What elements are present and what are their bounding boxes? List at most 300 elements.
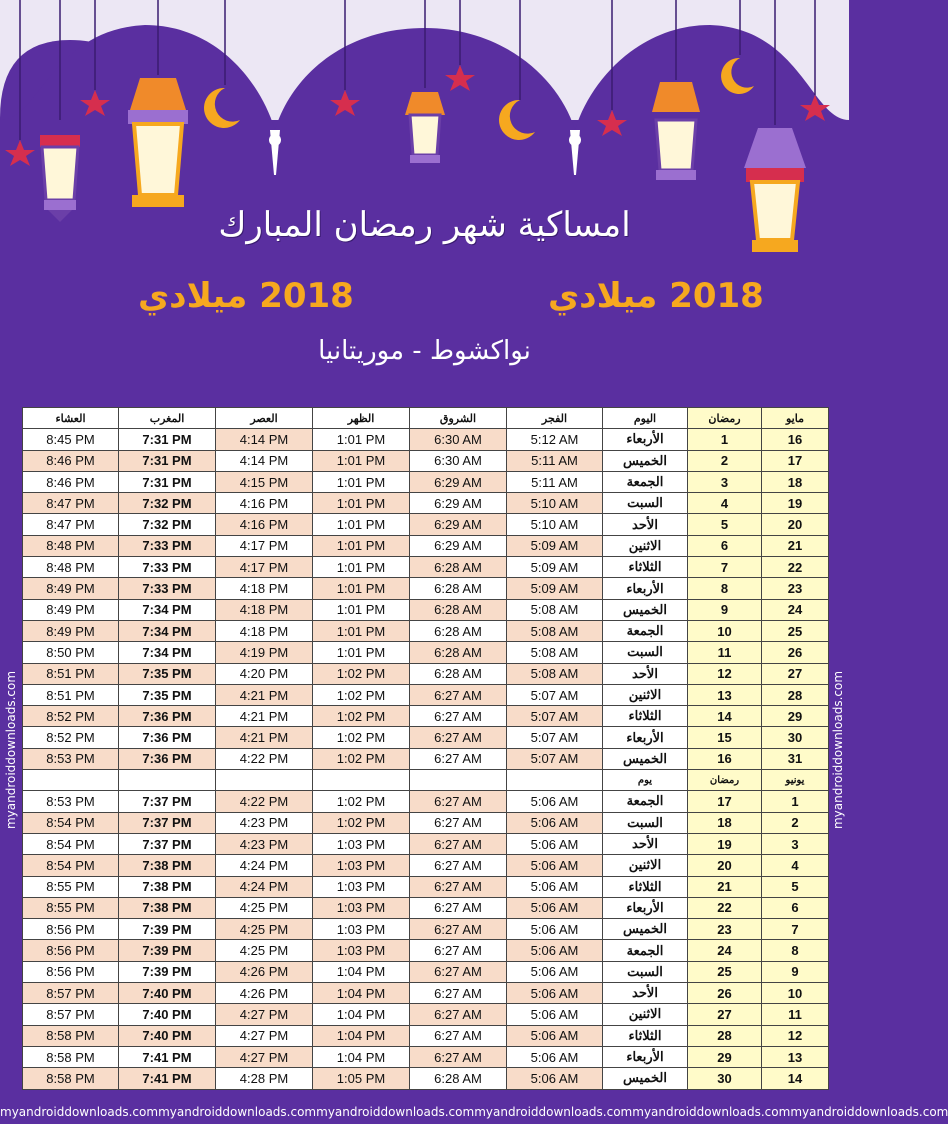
ramadan-day-cell: 28 [688, 1025, 762, 1046]
day-cell: الخميس [603, 450, 688, 471]
ramadan-day-cell: 14 [688, 706, 762, 727]
isha-cell: 8:54 PM [23, 812, 119, 833]
star-icon [80, 90, 110, 116]
dhuhr-cell: 1:03 PM [313, 833, 410, 854]
shuruq-cell: 6:27 AM [410, 1025, 507, 1046]
maghrib-cell: 7:38 PM [119, 897, 216, 918]
day-cell: الخميس [603, 1068, 688, 1089]
ramadan-day-cell: 20 [688, 855, 762, 876]
gregorian-day-cell: 20 [762, 514, 829, 535]
isha-cell: 8:58 PM [23, 1068, 119, 1089]
isha-cell: 8:55 PM [23, 876, 119, 897]
isha-cell: 8:49 PM [23, 578, 119, 599]
maghrib-cell: 7:36 PM [119, 706, 216, 727]
col-header-shuruq: الشروق [410, 408, 507, 429]
day-cell: الأربعاء [603, 727, 688, 748]
shuruq-cell: 6:28 AM [410, 663, 507, 684]
crescent-moon-icon [204, 88, 240, 128]
day-cell: الثلاثاء [603, 706, 688, 727]
table-row [23, 1025, 829, 1046]
maghrib-cell: 7:36 PM [119, 748, 216, 769]
asr-cell: 4:21 PM [216, 684, 313, 705]
fajr-cell: 5:09 AM [507, 557, 603, 578]
col-header-asr: العصر [216, 408, 313, 429]
shuruq-cell: 6:29 AM [410, 535, 507, 556]
maghrib-cell: 7:37 PM [119, 812, 216, 833]
maghrib-cell: 7:35 PM [119, 684, 216, 705]
table-header-row [23, 408, 829, 429]
fajr-cell: 5:06 AM [507, 876, 603, 897]
shuruq-cell: 6:29 AM [410, 493, 507, 514]
asr-cell: 4:15 PM [216, 471, 313, 492]
fajr-cell: 5:08 AM [507, 642, 603, 663]
maghrib-cell: 7:40 PM [119, 983, 216, 1004]
ramadan-day-cell: 17 [688, 791, 762, 812]
maghrib-cell: 7:34 PM [119, 642, 216, 663]
col-header-isha: العشاء [23, 408, 119, 429]
table-row [23, 961, 829, 982]
dhuhr-cell: 1:02 PM [313, 812, 410, 833]
gregorian-day-cell: 16 [762, 429, 829, 450]
fajr-cell: 5:06 AM [507, 1025, 603, 1046]
day-cell: الأحد [603, 514, 688, 535]
maghrib-cell: 7:34 PM [119, 599, 216, 620]
maghrib-cell: 7:31 PM [119, 471, 216, 492]
ramadan-day-cell: 23 [688, 919, 762, 940]
fajr-cell: 5:11 AM [507, 450, 603, 471]
day-cell: السبت [603, 642, 688, 663]
isha-cell: 8:56 PM [23, 919, 119, 940]
gregorian-day-cell: 22 [762, 557, 829, 578]
dhuhr-cell: 1:02 PM [313, 706, 410, 727]
lantern-icon [405, 92, 445, 163]
table-row [23, 791, 829, 812]
table-row [23, 471, 829, 492]
ramadan-day-cell: 29 [688, 1046, 762, 1067]
fajr-cell: 5:07 AM [507, 706, 603, 727]
prayer-times-table [22, 407, 829, 1090]
col-header-fajr: الفجر [507, 408, 603, 429]
dhuhr-cell: 1:01 PM [313, 450, 410, 471]
shuruq-cell: 6:29 AM [410, 471, 507, 492]
asr-cell: 4:27 PM [216, 1025, 313, 1046]
maghrib-cell: 7:35 PM [119, 663, 216, 684]
asr-cell: 4:14 PM [216, 429, 313, 450]
asr-cell: 4:21 PM [216, 706, 313, 727]
dhuhr-cell: 1:01 PM [313, 599, 410, 620]
maghrib-cell: 7:41 PM [119, 1046, 216, 1067]
isha-cell: 8:56 PM [23, 940, 119, 961]
day-cell: الأربعاء [603, 578, 688, 599]
day-cell: الخميس [603, 919, 688, 940]
fajr-cell: 5:12 AM [507, 429, 603, 450]
fajr-cell: 5:06 AM [507, 791, 603, 812]
shuruq-cell: 6:30 AM [410, 429, 507, 450]
shuruq-cell: 6:27 AM [410, 855, 507, 876]
ramadan-day-cell: 9 [688, 599, 762, 620]
gregorian-day-cell: 30 [762, 727, 829, 748]
table-row [23, 514, 829, 535]
asr-cell: 4:25 PM [216, 897, 313, 918]
maghrib-cell: 7:31 PM [119, 450, 216, 471]
gregorian-day-cell: 2 [762, 812, 829, 833]
day-cell: الثلاثاء [603, 876, 688, 897]
gregorian-day-cell: 9 [762, 961, 829, 982]
subheader-ramadan: رمضان [688, 770, 762, 791]
ramadan-day-cell: 11 [688, 642, 762, 663]
isha-cell: 8:54 PM [23, 855, 119, 876]
table-row [23, 684, 829, 705]
isha-cell: 8:47 PM [23, 514, 119, 535]
fajr-cell: 5:06 AM [507, 812, 603, 833]
table-row [23, 748, 829, 769]
asr-cell: 4:18 PM [216, 599, 313, 620]
crescent-moon-icon [499, 100, 535, 140]
dhuhr-cell: 1:04 PM [313, 1025, 410, 1046]
gregorian-day-cell: 7 [762, 919, 829, 940]
table-row [23, 855, 829, 876]
dhuhr-cell: 1:04 PM [313, 961, 410, 982]
ramadan-day-cell: 2 [688, 450, 762, 471]
isha-cell: 8:54 PM [23, 833, 119, 854]
col-header-month: مايو [762, 408, 829, 429]
dhuhr-cell: 1:02 PM [313, 748, 410, 769]
asr-cell: 4:17 PM [216, 557, 313, 578]
day-cell: الجمعة [603, 471, 688, 492]
ramadan-day-cell: 3 [688, 471, 762, 492]
fajr-cell: 5:06 AM [507, 897, 603, 918]
fajr-cell: 5:09 AM [507, 535, 603, 556]
empty-cell [23, 770, 119, 791]
gregorian-day-cell: 21 [762, 535, 829, 556]
maghrib-cell: 7:39 PM [119, 940, 216, 961]
gregorian-day-cell: 4 [762, 855, 829, 876]
shuruq-cell: 6:27 AM [410, 919, 507, 940]
dhuhr-cell: 1:01 PM [313, 578, 410, 599]
maghrib-cell: 7:40 PM [119, 1025, 216, 1046]
lantern-icon [128, 78, 188, 207]
isha-cell: 8:47 PM [23, 493, 119, 514]
table-row [23, 1004, 829, 1025]
empty-cell [507, 770, 603, 791]
shuruq-cell: 6:27 AM [410, 983, 507, 1004]
gregorian-day-cell: 26 [762, 642, 829, 663]
dhuhr-cell: 1:01 PM [313, 471, 410, 492]
city-label: نواكشوط - موريتانيا [318, 336, 531, 366]
day-cell: الخميس [603, 748, 688, 769]
gregorian-day-cell: 29 [762, 706, 829, 727]
gregorian-day-cell: 27 [762, 663, 829, 684]
asr-cell: 4:17 PM [216, 535, 313, 556]
maghrib-cell: 7:36 PM [119, 727, 216, 748]
shuruq-cell: 6:30 AM [410, 450, 507, 471]
isha-cell: 8:48 PM [23, 557, 119, 578]
asr-cell: 4:26 PM [216, 961, 313, 982]
empty-cell [410, 770, 507, 791]
ramadan-day-cell: 25 [688, 961, 762, 982]
ramadan-day-cell: 7 [688, 557, 762, 578]
asr-cell: 4:26 PM [216, 983, 313, 1004]
asr-cell: 4:27 PM [216, 1004, 313, 1025]
table-row [23, 876, 829, 897]
table-row [23, 620, 829, 641]
gregorian-day-cell: 28 [762, 684, 829, 705]
fajr-cell: 5:07 AM [507, 727, 603, 748]
fajr-cell: 5:09 AM [507, 578, 603, 599]
maghrib-cell: 7:33 PM [119, 535, 216, 556]
dhuhr-cell: 1:01 PM [313, 620, 410, 641]
ramadan-day-cell: 10 [688, 620, 762, 641]
gregorian-day-cell: 10 [762, 983, 829, 1004]
isha-cell: 8:58 PM [23, 1025, 119, 1046]
dhuhr-cell: 1:05 PM [313, 1068, 410, 1089]
maghrib-cell: 7:41 PM [119, 1068, 216, 1089]
shuruq-cell: 6:27 AM [410, 897, 507, 918]
star-icon [330, 90, 360, 116]
shuruq-cell: 6:28 AM [410, 599, 507, 620]
gregorian-day-cell: 5 [762, 876, 829, 897]
dhuhr-cell: 1:02 PM [313, 727, 410, 748]
crescent-moon-icon [721, 58, 754, 94]
isha-cell: 8:58 PM [23, 1046, 119, 1067]
asr-cell: 4:27 PM [216, 1046, 313, 1067]
shuruq-cell: 6:27 AM [410, 791, 507, 812]
shuruq-cell: 6:27 AM [410, 833, 507, 854]
dhuhr-cell: 1:02 PM [313, 791, 410, 812]
gregorian-day-cell: 6 [762, 897, 829, 918]
watermark-vertical: myandroiddownloads.com [4, 670, 18, 830]
maghrib-cell: 7:38 PM [119, 876, 216, 897]
star-icon [5, 140, 35, 166]
maghrib-cell: 7:39 PM [119, 919, 216, 940]
day-cell: الاثنين [603, 855, 688, 876]
day-cell: الخميس [603, 599, 688, 620]
dhuhr-cell: 1:01 PM [313, 429, 410, 450]
day-cell: الأحد [603, 663, 688, 684]
fajr-cell: 5:06 AM [507, 833, 603, 854]
asr-cell: 4:23 PM [216, 812, 313, 833]
col-header-dhuhr: الظهر [313, 408, 410, 429]
fajr-cell: 5:06 AM [507, 940, 603, 961]
maghrib-cell: 7:34 PM [119, 620, 216, 641]
table-row [23, 578, 829, 599]
table-row [23, 833, 829, 854]
isha-cell: 8:52 PM [23, 727, 119, 748]
maghrib-cell: 7:33 PM [119, 557, 216, 578]
day-cell: السبت [603, 961, 688, 982]
asr-cell: 4:22 PM [216, 791, 313, 812]
ramadan-day-cell: 13 [688, 684, 762, 705]
isha-cell: 8:53 PM [23, 748, 119, 769]
asr-cell: 4:22 PM [216, 748, 313, 769]
fajr-cell: 5:06 AM [507, 855, 603, 876]
table-row [23, 663, 829, 684]
col-header-day: اليوم [603, 408, 688, 429]
gregorian-day-cell: 13 [762, 1046, 829, 1067]
table-row [23, 897, 829, 918]
asr-cell: 4:23 PM [216, 833, 313, 854]
ramadan-day-cell: 6 [688, 535, 762, 556]
month-subheader-row [23, 770, 829, 791]
dhuhr-cell: 1:04 PM [313, 983, 410, 1004]
shuruq-cell: 6:29 AM [410, 514, 507, 535]
col-header-maghrib: المغرب [119, 408, 216, 429]
dhuhr-cell: 1:02 PM [313, 663, 410, 684]
day-cell: الاثنين [603, 1004, 688, 1025]
dhuhr-cell: 1:02 PM [313, 684, 410, 705]
table-row [23, 493, 829, 514]
year-label: 2018 ميلادي [548, 276, 764, 316]
table-row [23, 1068, 829, 1089]
asr-cell: 4:25 PM [216, 919, 313, 940]
gregorian-day-cell: 1 [762, 791, 829, 812]
shuruq-cell: 6:27 AM [410, 727, 507, 748]
dhuhr-cell: 1:03 PM [313, 940, 410, 961]
fajr-cell: 5:06 AM [507, 1046, 603, 1067]
gregorian-day-cell: 18 [762, 471, 829, 492]
isha-cell: 8:51 PM [23, 684, 119, 705]
gregorian-day-cell: 8 [762, 940, 829, 961]
fajr-cell: 5:06 AM [507, 1068, 603, 1089]
ramadan-day-cell: 5 [688, 514, 762, 535]
ramadan-day-cell: 8 [688, 578, 762, 599]
shuruq-cell: 6:27 AM [410, 1004, 507, 1025]
gregorian-day-cell: 25 [762, 620, 829, 641]
empty-cell [216, 770, 313, 791]
gregorian-day-cell: 19 [762, 493, 829, 514]
fajr-cell: 5:11 AM [507, 471, 603, 492]
ramadan-day-cell: 1 [688, 429, 762, 450]
asr-cell: 4:18 PM [216, 620, 313, 641]
star-icon [800, 95, 830, 121]
table-row [23, 535, 829, 556]
ramadan-day-cell: 4 [688, 493, 762, 514]
dhuhr-cell: 1:01 PM [313, 493, 410, 514]
empty-cell [313, 770, 410, 791]
isha-cell: 8:57 PM [23, 983, 119, 1004]
maghrib-cell: 7:40 PM [119, 1004, 216, 1025]
ramadan-day-cell: 26 [688, 983, 762, 1004]
isha-cell: 8:46 PM [23, 471, 119, 492]
table-row [23, 727, 829, 748]
table-row [23, 557, 829, 578]
day-cell: الاثنين [603, 535, 688, 556]
shuruq-cell: 6:28 AM [410, 1068, 507, 1089]
maghrib-cell: 7:39 PM [119, 961, 216, 982]
isha-cell: 8:51 PM [23, 663, 119, 684]
isha-cell: 8:57 PM [23, 1004, 119, 1025]
asr-cell: 4:14 PM [216, 450, 313, 471]
maghrib-cell: 7:31 PM [119, 429, 216, 450]
fajr-cell: 5:06 AM [507, 983, 603, 1004]
ramadan-day-cell: 22 [688, 897, 762, 918]
star-icon [597, 110, 627, 136]
table-row [23, 599, 829, 620]
dhuhr-cell: 1:03 PM [313, 855, 410, 876]
table-row [23, 450, 829, 471]
isha-cell: 8:53 PM [23, 791, 119, 812]
asr-cell: 4:18 PM [216, 578, 313, 599]
ramadan-day-cell: 16 [688, 748, 762, 769]
table-row [23, 940, 829, 961]
ramadan-day-cell: 19 [688, 833, 762, 854]
fajr-cell: 5:07 AM [507, 748, 603, 769]
isha-cell: 8:49 PM [23, 620, 119, 641]
maghrib-cell: 7:37 PM [119, 833, 216, 854]
watermark-vertical: myandroiddownloads.com [831, 670, 845, 830]
day-cell: السبت [603, 493, 688, 514]
asr-cell: 4:16 PM [216, 514, 313, 535]
gregorian-day-cell: 24 [762, 599, 829, 620]
day-cell: الأحد [603, 983, 688, 1004]
table-row [23, 983, 829, 1004]
isha-cell: 8:52 PM [23, 706, 119, 727]
day-cell: الثلاثاء [603, 557, 688, 578]
table-row [23, 706, 829, 727]
day-cell: الأربعاء [603, 429, 688, 450]
ramadan-day-cell: 15 [688, 727, 762, 748]
day-cell: الجمعة [603, 940, 688, 961]
dhuhr-cell: 1:04 PM [313, 1046, 410, 1067]
dhuhr-cell: 1:01 PM [313, 535, 410, 556]
empty-cell [119, 770, 216, 791]
day-cell: السبت [603, 812, 688, 833]
fajr-cell: 5:08 AM [507, 599, 603, 620]
fajr-cell: 5:06 AM [507, 961, 603, 982]
isha-cell: 8:50 PM [23, 642, 119, 663]
col-header-ramadan: رمضان [688, 408, 762, 429]
gregorian-day-cell: 12 [762, 1025, 829, 1046]
day-cell: الثلاثاء [603, 1025, 688, 1046]
day-cell: الجمعة [603, 791, 688, 812]
table-row [23, 429, 829, 450]
subheader-day: يوم [603, 770, 688, 791]
asr-cell: 4:16 PM [216, 493, 313, 514]
shuruq-cell: 6:27 AM [410, 940, 507, 961]
maghrib-cell: 7:33 PM [119, 578, 216, 599]
isha-cell: 8:48 PM [23, 535, 119, 556]
isha-cell: 8:46 PM [23, 450, 119, 471]
asr-cell: 4:21 PM [216, 727, 313, 748]
dhuhr-cell: 1:01 PM [313, 642, 410, 663]
shuruq-cell: 6:28 AM [410, 578, 507, 599]
dhuhr-cell: 1:01 PM [313, 514, 410, 535]
shuruq-cell: 6:27 AM [410, 812, 507, 833]
gregorian-day-cell: 17 [762, 450, 829, 471]
fajr-cell: 5:06 AM [507, 919, 603, 940]
day-cell: الأحد [603, 833, 688, 854]
dhuhr-cell: 1:03 PM [313, 897, 410, 918]
day-cell: الاثنين [603, 684, 688, 705]
gregorian-day-cell: 3 [762, 833, 829, 854]
shuruq-cell: 6:27 AM [410, 706, 507, 727]
isha-cell: 8:49 PM [23, 599, 119, 620]
fajr-cell: 5:10 AM [507, 493, 603, 514]
year-label: 2018 ميلادي [138, 276, 354, 316]
ramadan-day-cell: 12 [688, 663, 762, 684]
gregorian-day-cell: 31 [762, 748, 829, 769]
ramadan-day-cell: 27 [688, 1004, 762, 1025]
table-row [23, 642, 829, 663]
dhuhr-cell: 1:04 PM [313, 1004, 410, 1025]
ramadan-day-cell: 18 [688, 812, 762, 833]
isha-cell: 8:56 PM [23, 961, 119, 982]
page-title: امساكية شهر رمضان المبارك [218, 205, 631, 245]
subheader-month: يونيو [762, 770, 829, 791]
asr-cell: 4:19 PM [216, 642, 313, 663]
shuruq-cell: 6:28 AM [410, 620, 507, 641]
ramadan-day-cell: 30 [688, 1068, 762, 1089]
